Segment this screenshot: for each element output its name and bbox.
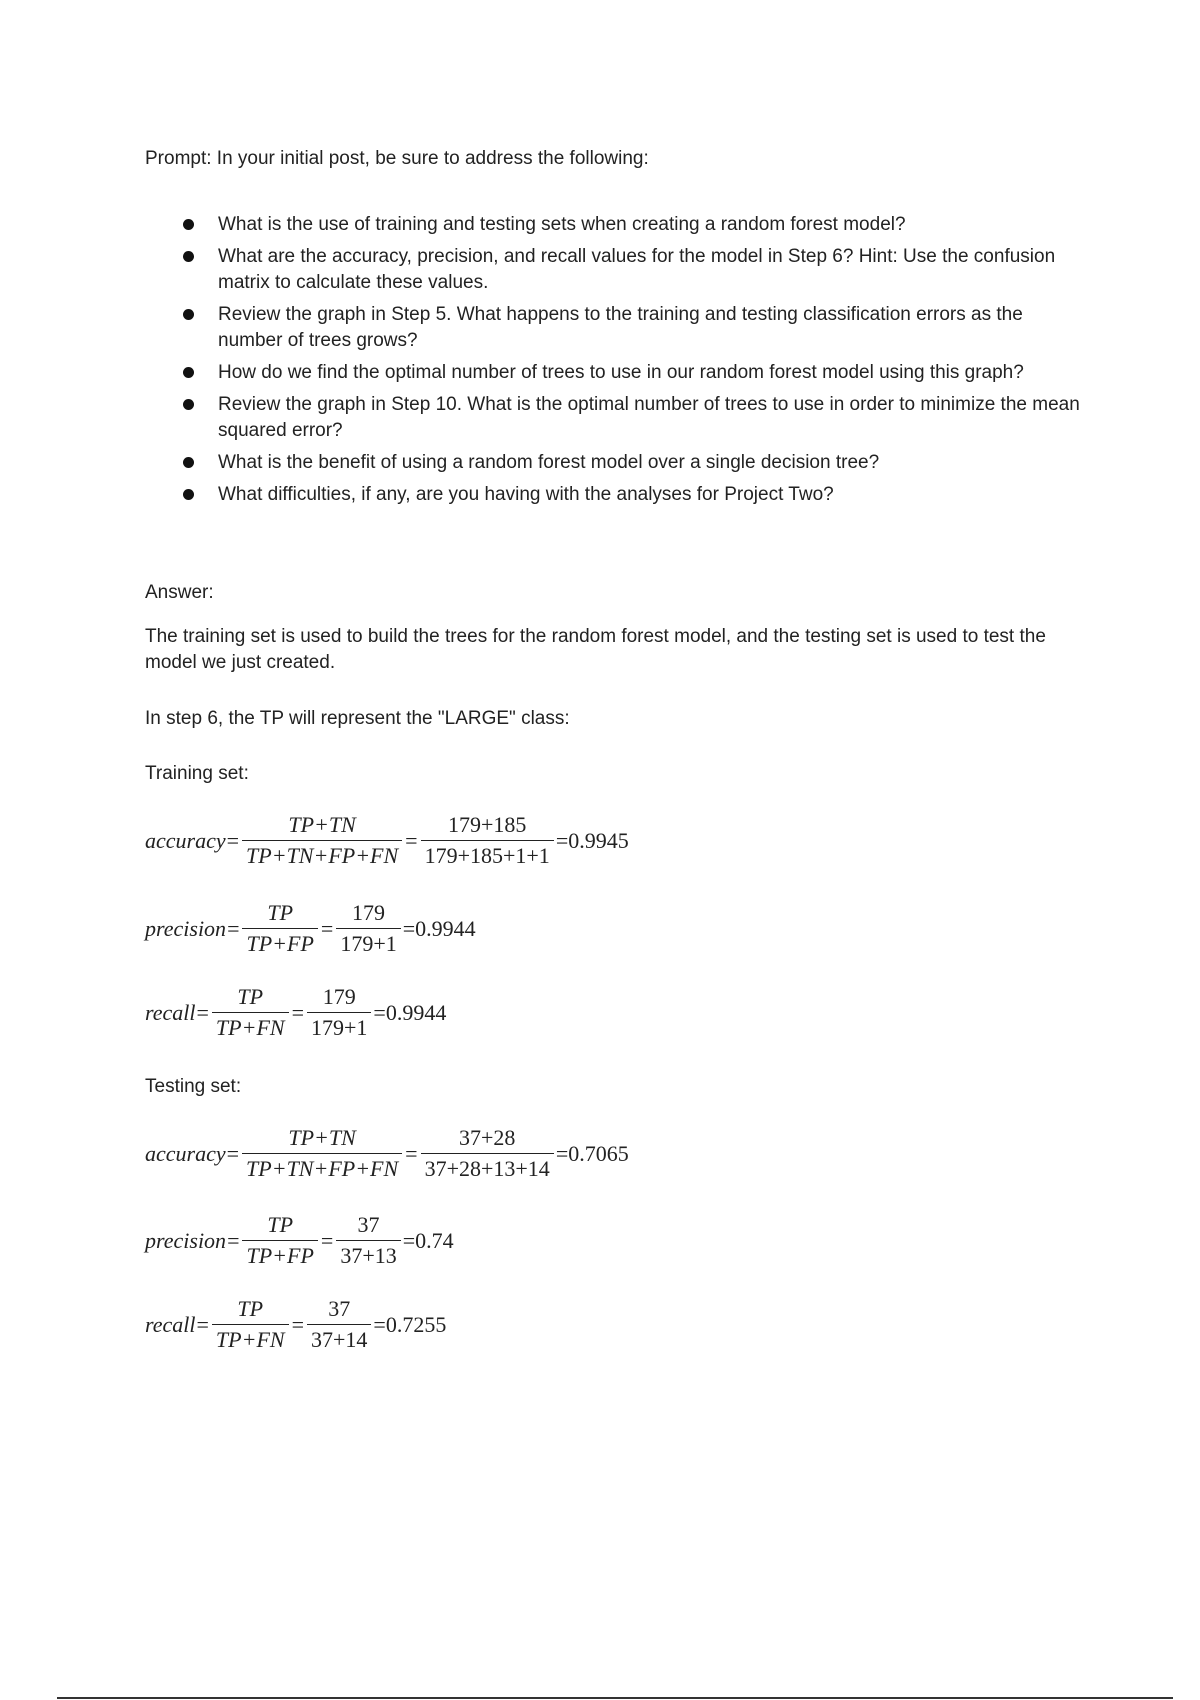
value-fraction [307, 1296, 371, 1353]
value-denominator: 179+1 [336, 928, 400, 957]
bullet-icon [183, 251, 194, 262]
formula-fraction [242, 1212, 317, 1269]
metric-name: precision [145, 915, 227, 941]
result-value: =0.74 [402, 1227, 454, 1253]
answer-paragraph: The training set is used to build the trees for the random forest model, and the testing set is used to test the model we just created. [145, 626, 1046, 673]
value-denominator: 179+185+1+1 [421, 840, 554, 869]
bullet-icon [183, 309, 194, 320]
formula-fraction [242, 812, 402, 869]
answer-label: Answer: [145, 582, 214, 603]
question-text: What is the benefit of using a random forest model over a single decision tree? [218, 452, 880, 473]
question-text: What difficulties, if any, are you having with the analyses for Project Two? [218, 484, 834, 505]
formula-numerator: TP [267, 1212, 294, 1237]
training-precision-equation: precision = $\frac{TP}{TP+FP}$ = $\frac{179}{179+1}$ =0.9944 [145, 900, 476, 956]
question-text: Review the graph in Step 10. What is the optimal number of trees to use in order to minimize the mean squared error? [218, 394, 1080, 441]
bullet-icon [183, 399, 194, 410]
value-denominator: 37+28+13+14 [421, 1153, 554, 1182]
value-denominator: 179+1 [307, 1012, 371, 1041]
list-item [180, 392, 1080, 444]
bullet-icon [183, 489, 194, 500]
question-text: Review the graph in Step 5. What happens to the training and testing classification errors as the number of trees grows? [218, 304, 1023, 351]
formula-denominator: TP+TN+FP+FN [242, 1153, 402, 1182]
metric-name: accuracy [145, 1140, 226, 1166]
value-numerator: 179 [352, 900, 386, 925]
testing-precision-equation: precision = $\frac{TP}{TP+FP}$ = $\frac{37}{37+13}$ =0.74 [145, 1212, 454, 1268]
training-set-label: Training set: [145, 763, 249, 784]
footer-divider [57, 1697, 1173, 1699]
list-item [180, 212, 1080, 238]
value-fraction [421, 812, 554, 869]
formula-denominator: TP+FP [242, 928, 317, 957]
formula-denominator: TP+FP [242, 1240, 317, 1269]
formula-numerator: TP+TN [288, 1125, 356, 1150]
value-numerator: 37 [357, 1212, 380, 1237]
value-denominator: 37+13 [336, 1240, 400, 1269]
formula-numerator: TP [237, 1296, 264, 1321]
value-denominator: 37+14 [307, 1324, 371, 1353]
value-fraction [336, 1212, 400, 1269]
metric-name: recall [145, 999, 196, 1025]
formula-fraction [212, 984, 289, 1041]
formula-denominator: TP+FN [212, 1012, 289, 1041]
metric-name: precision [145, 1227, 227, 1253]
value-numerator: 179 [322, 984, 356, 1009]
formula-numerator: TP+TN [288, 812, 356, 837]
result-value: =0.9945 [555, 827, 629, 853]
bullet-icon [183, 219, 194, 230]
value-numerator: 37+28 [458, 1125, 516, 1150]
result-value: =0.9944 [402, 915, 476, 941]
formula-fraction [212, 1296, 289, 1353]
value-fraction [421, 1125, 554, 1182]
prompt-text: Prompt: In your initial post, be sure to address the following: [145, 148, 649, 169]
result-value: =0.7255 [373, 1311, 447, 1337]
testing-set-label: Testing set: [145, 1076, 242, 1097]
training-recall-equation: recall = $\frac{TP}{TP+FN}$ = $\frac{179}{179+1}$ =0.9944 [145, 984, 447, 1040]
step6-intro: In step 6, the TP will represent the "LARGE" class: [145, 708, 570, 729]
result-value: =0.9944 [373, 999, 447, 1025]
result-value: =0.7065 [555, 1140, 629, 1166]
list-item [180, 360, 1080, 386]
question-text: What is the use of training and testing sets when creating a random forest model? [218, 214, 906, 235]
testing-accuracy-equation: accuracy = $\frac{TP+TN}{TP+TN+FP+FN}$ = $\frac{37+28}{37+28+13+14}$ =0.7065 [145, 1125, 629, 1181]
list-item [180, 482, 1080, 508]
formula-numerator: TP [237, 984, 264, 1009]
question-list [180, 212, 1080, 514]
list-item [180, 302, 1080, 354]
metric-name: accuracy [145, 827, 226, 853]
value-fraction [336, 900, 400, 957]
question-text: What are the accuracy, precision, and recall values for the model in Step 6? Hint: Use the confusion matrix to calculate these values. [218, 246, 1056, 293]
formula-fraction [242, 1125, 402, 1182]
formula-numerator: TP [267, 900, 294, 925]
bullet-icon [183, 457, 194, 468]
bullet-icon [183, 367, 194, 378]
value-fraction [307, 984, 371, 1041]
formula-fraction [242, 900, 317, 957]
metric-name: recall [145, 1311, 196, 1337]
value-numerator: 179+185 [447, 812, 527, 837]
testing-recall-equation: recall = $\frac{TP}{TP+FN}$ = $\frac{37}{37+14}$ =0.7255 [145, 1296, 447, 1352]
list-item [180, 244, 1080, 296]
list-item [180, 450, 1080, 476]
question-text: How do we find the optimal number of trees to use in our random forest model using this graph? [218, 362, 1024, 383]
formula-denominator: TP+FN [212, 1324, 289, 1353]
value-numerator: 37 [328, 1296, 351, 1321]
formula-denominator: TP+TN+FP+FN [242, 840, 402, 869]
training-accuracy-equation: accuracy = $\frac{TP+TN}{TP+TN+FP+FN}$ = $\frac{179+185}{179+185+1+1}$ =0.9945 [145, 812, 629, 868]
